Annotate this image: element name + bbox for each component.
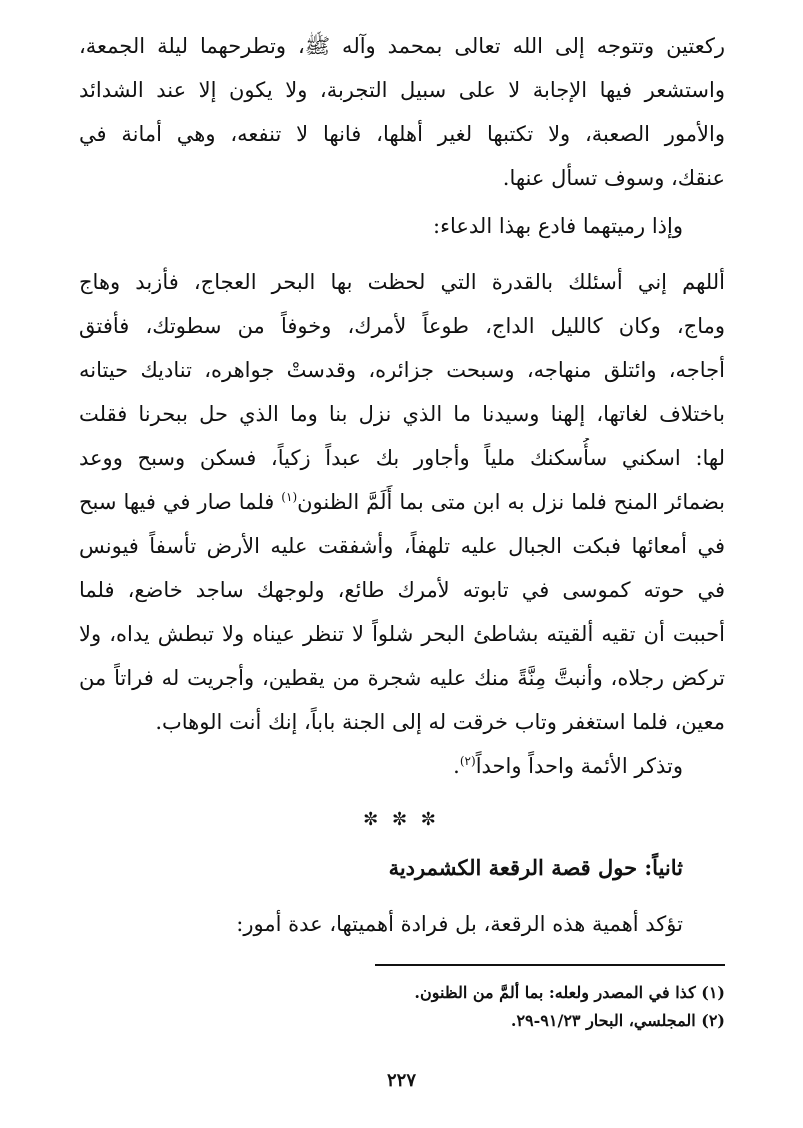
footnote-1: (١) كذا في المصدر ولعله: بما ألمَّ من الظنون. <box>414 983 725 1002</box>
text-line: واستشعر فيها الإجابة لا على سبيل التجربة، ولا يكون إلا عند الشدائد <box>79 78 725 102</box>
footnote-ref-2: (٢) <box>459 754 476 768</box>
prayer-line: أللهم إني أسئلك بالقدرة التي لحظت بها البحر العجاج، فأزبد وهاج <box>79 270 725 294</box>
prayer-line-text: بضمائر المنح فلما نزل به ابن متى بما أَلَمَّ الظنون <box>297 490 725 514</box>
prayer-line: في حوته كموسى في تابوته لأمرك طائع، ولوجهك ساجد خاضع، فلما <box>79 578 725 602</box>
prayer-line-text: فلما صار في فيها سبح <box>79 490 282 514</box>
prayer-line: باختلاف لغاتها، إلهنا وسيدنا ما الذي نزل بنا وما الذي حل ببحرنا فقلت <box>79 402 725 426</box>
imams-line-text: وتذكر الأئمة واحداً واحداً <box>475 754 683 778</box>
section-heading: ثانياً: حول قصة الرقعة الكشمردية <box>388 855 683 880</box>
prayer-line: لها: اسكني سأُسكنك ملياً وأجاور بك عبداً زكياً، فسكن وسبح ووعد <box>79 446 725 470</box>
imams-line-end: . <box>453 754 460 778</box>
prayer-line: وماج، وكان كالليل الداج، طوعاً لأمرك، وخوفاً من سطوتك، فأفتق <box>79 314 725 338</box>
prayer-line <box>79 482 725 522</box>
text-line: والأمور الصعبة، ولا تكتبها لغير أهلها، فانها لا تنفعه، وهي أمانة في <box>79 122 725 146</box>
prayer-line: أجاجه، وائتلق منهاجه، وسبحت جزائره، وقدستْ جواهره، تناديك حيتانه <box>79 358 725 382</box>
text-line: عنقك، وسوف تسأل عنها. <box>502 166 725 190</box>
prayer-line: في أمعائها فبكت الجبال عليه تلهفاً، وأشفقت عليه الأرض تأسفاً فيونس <box>79 534 725 558</box>
prayer-line: أحببت أن تقيه ألقيته بشاطئ البحر شلواً لا تنظر عيناه ولا تبطش يداه، ولا <box>79 622 725 646</box>
prayer-line: تركض رجلاه، وأنبتَّ مِنَّةً منك عليه شجرة من يقطين، وأجريت له فراتاً من <box>79 666 725 690</box>
prayer-line: معين، فلما استغفر وتاب خرقت له إلى الجنة باباً، إنك أنت الوهاب. <box>155 710 725 734</box>
imams-line <box>79 746 683 786</box>
section-separator: ✼ ✼ ✼ <box>363 809 440 830</box>
section-intro: تؤكد أهمية هذه الرقعة، بل فرادة أهميتها، عدة أمور: <box>236 912 683 936</box>
text-line: ركعتين وتتوجه إلى الله تعالى بمحمد وآله ﷺ، وتطرحهما ليلة الجمعة، <box>79 34 725 58</box>
footnote-2: (٢) المجلسي، البحار ٩١/٢٣-٢٩. <box>510 1011 725 1030</box>
intro-line: وإذا رميتهما فادع بهذا الدعاء: <box>433 214 683 238</box>
footnote-ref-1: (١) <box>281 490 298 504</box>
page-number: ٢٢٧ <box>386 1070 416 1091</box>
footnote-rule <box>375 964 725 966</box>
